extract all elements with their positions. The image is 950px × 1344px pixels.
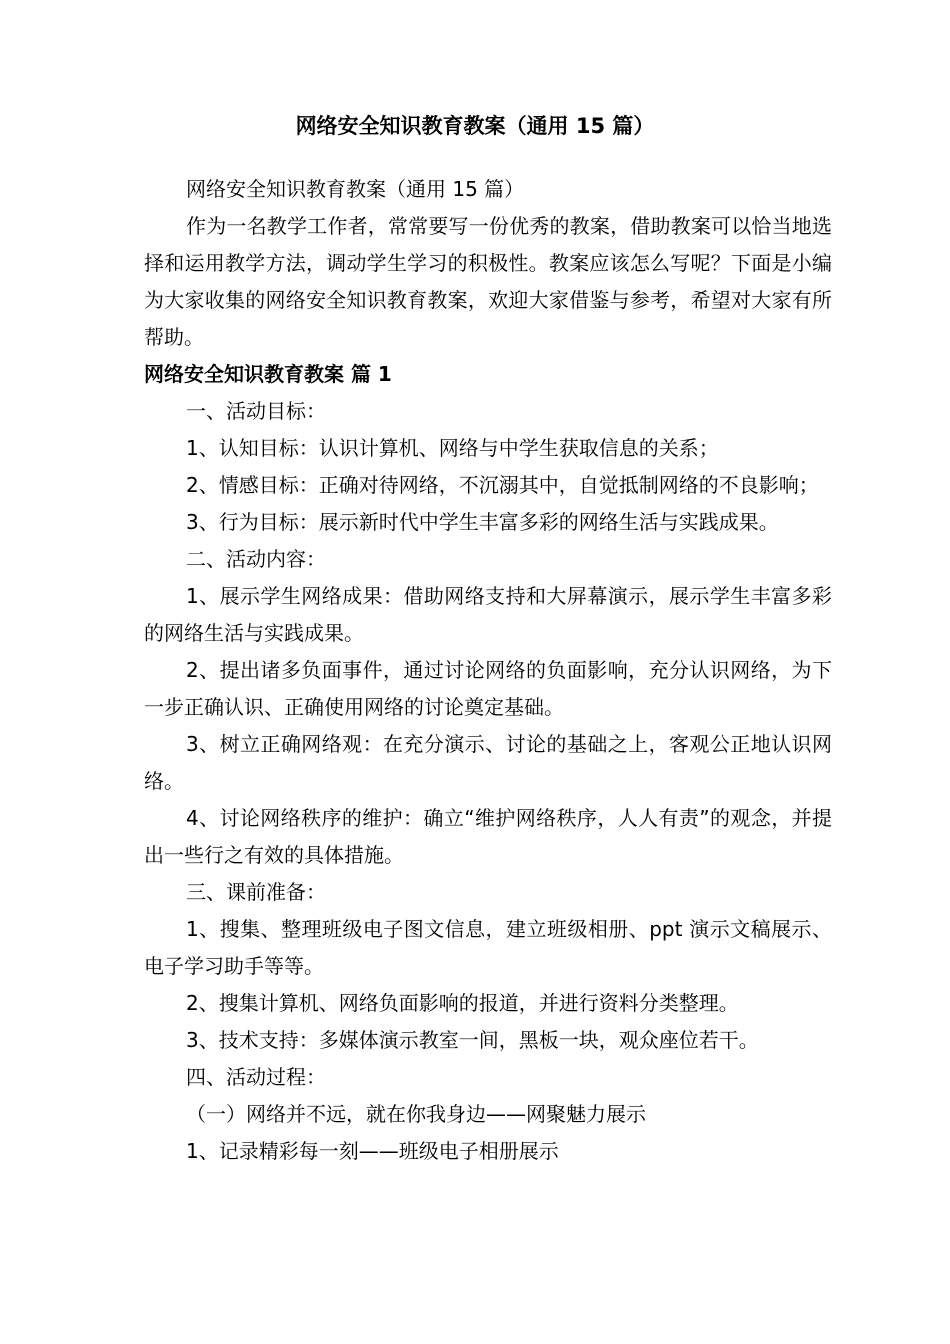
- heading-activity-content: 二、活动内容：: [186, 547, 326, 571]
- document-body: [144, 171, 832, 1170]
- intro-paragraph: 作为一名教学工作者，常常要写一份优秀的教案，借助教案可以恰当地选择和运用教学方法，调动学生学习的积极性。教案应该怎么写呢？下面是小编为大家收集的网络安全知识教育教案，欢迎大家借鉴与参考，希望对大家有所帮助。: [144, 214, 832, 349]
- content-item-2: 2、提出诸多负面事件，通过讨论网络的负面影响，充分认识网络，为下一步正确认识、正确使用网络的讨论奠定基础。: [144, 658, 832, 719]
- goal-cognitive: 1、认知目标：认识计算机、网络与中学生获取信息的关系；: [186, 436, 719, 460]
- process-subheading-1: （一）网络并不远，就在你我身边——网聚魅力展示: [186, 1102, 646, 1126]
- content-item-3: 3、树立正确网络观：在充分演示、讨论的基础之上，客观公正地认识网络。: [144, 732, 832, 793]
- heading-activity-goals: 一、活动目标：: [186, 399, 326, 423]
- heading-preparation: 三、课前准备：: [186, 880, 326, 904]
- content-item-4: 4、讨论网络秩序的维护：确立“维护网络秩序，人人有责”的观念，并提出一些行之有效的具体措施。: [144, 806, 832, 867]
- goal-behavioral: 3、行为目标：展示新时代中学生丰富多彩的网络生活与实践成果。: [186, 510, 779, 534]
- section-heading: 网络安全知识教育教案 篇 1: [144, 362, 392, 386]
- preparation-item-3: 3、技术支持：多媒体演示教室一间，黑板一块，观众座位若干。: [186, 1028, 759, 1052]
- goal-emotional: 2、情感目标：正确对待网络，不沉溺其中，自觉抵制网络的不良影响；: [186, 473, 819, 497]
- process-item-1: 1、记录精彩每一刻——班级电子相册展示: [186, 1139, 559, 1163]
- document-title: 网络安全知识教育教案（通用 15 篇）: [295, 114, 655, 138]
- preparation-item-2: 2、搜集计算机、网络负面影响的报道，并进行资料分类整理。: [186, 991, 739, 1015]
- intro-title: 网络安全知识教育教案（通用 15 篇）: [186, 177, 525, 201]
- content-item-1: 1、展示学生网络成果：借助网络支持和大屏幕演示，展示学生丰富多彩的网络生活与实践成果。: [144, 584, 832, 645]
- preparation-item-1: 1、搜集、整理班级电子图文信息，建立班级相册、ppt 演示文稿展示、电子学习助手等等。: [144, 917, 832, 978]
- heading-activity-process: 四、活动过程：: [186, 1065, 326, 1089]
